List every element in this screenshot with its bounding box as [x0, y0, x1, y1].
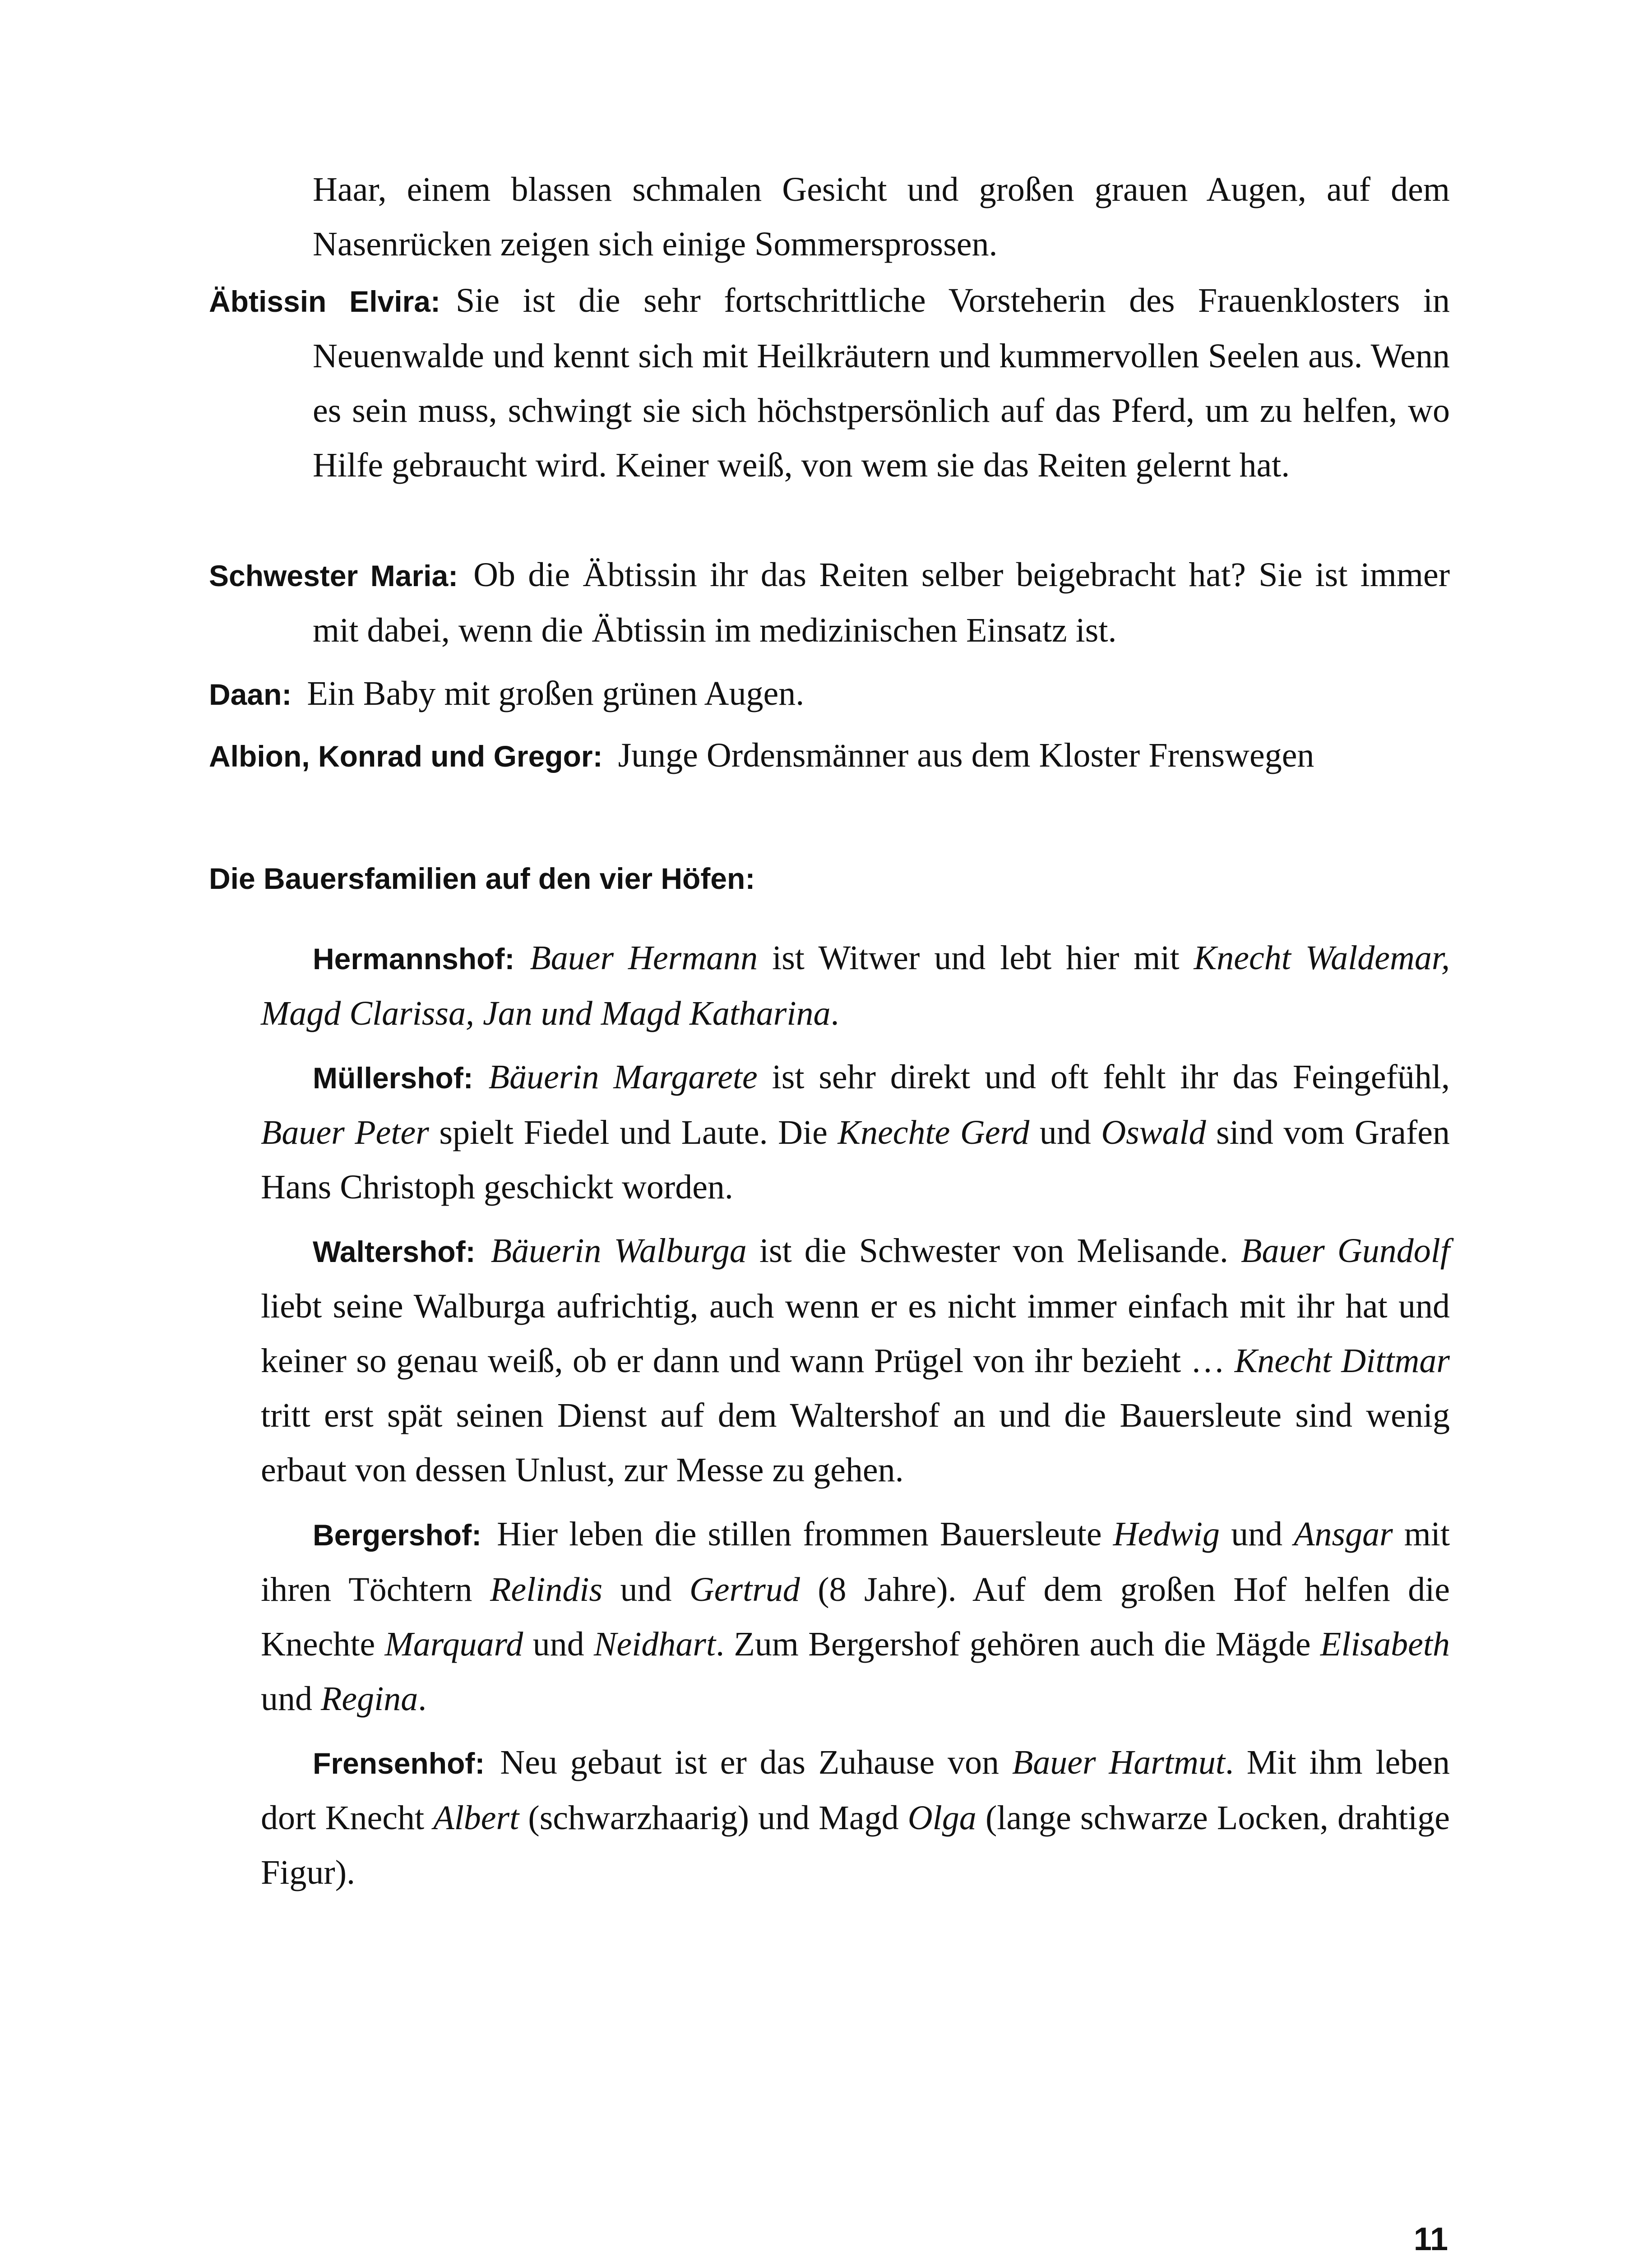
italic-name-run: Regina [321, 1680, 418, 1718]
italic-name-run: Relindis [490, 1571, 603, 1609]
continuation-paragraph: Haar, einem blassen schmalen Gesicht und großen grauen Augen, auf dem Nasenrücken zeigen sich einige Sommersprossen. [313, 171, 1450, 263]
character-description: Sie ist die sehr fortschrittliche Vorsteherin des Frauenklosters in Neuenwalde und kennt sich mit Heilkräutern und kummervollen Seelen aus. Wenn es sein muss, schwingt sie sich höchstpersönlich auf das Pferd, um zu helfen, wo Hilfe gebraucht wird. Keiner weiß, von wem sie das Reiten gelernt hat. [313, 282, 1450, 484]
italic-name-run: Bäuerin Margarete [488, 1058, 758, 1096]
italic-name-run: Bauer Hermann [530, 939, 758, 977]
text-run: mit ihren Töchtern [261, 1515, 1450, 1609]
italic-name-run: Neidhart [593, 1625, 716, 1663]
italic-name-run: Marquard [384, 1625, 523, 1663]
text-run: liebt seine Walburga aufrichtig, auch wenn er es nicht immer einfach mit ihr hat und keiner so genau weiß, ob er dann und wann Prügel von ihr bezieht … [261, 1287, 1450, 1380]
farm-entry-muellershof [261, 1050, 1450, 1215]
character-name: Äbtissin Elvira: [209, 285, 440, 318]
italic-name-run: Bäuerin Walburga [491, 1232, 747, 1270]
text-run: spielt Fiedel und Laute. Die [429, 1114, 838, 1151]
farm-entry-hermannshof [261, 931, 1450, 1041]
italic-name-run: Elisabeth [1320, 1625, 1450, 1663]
farm-name: Waltershof: [313, 1235, 476, 1268]
farm-name: Müllershof: [313, 1061, 473, 1095]
text-run: . Mit ihm leben dort Knecht [261, 1743, 1450, 1837]
farm-entry-waltershof [261, 1224, 1450, 1498]
character-name: Albion, Konrad und Gregor: [209, 740, 603, 773]
character-entry-daan [209, 666, 1450, 722]
italic-name-run: Knecht Dittmar [1234, 1342, 1450, 1380]
character-description: Ein Baby mit großen grünen Augen. [307, 675, 805, 712]
italic-name-run: Knechte Gerd [838, 1114, 1030, 1151]
text-run: Neu gebaut ist er das Zuhause von [500, 1743, 1012, 1781]
italic-name-run: Knecht Waldemar, Magd Clarissa, Jan und Magd Katharina [261, 939, 1450, 1032]
farm-name: Frensenhof: [313, 1747, 485, 1780]
character-entry-abtissin-elvira [209, 273, 1450, 493]
text-run: . [418, 1680, 427, 1718]
text-run: (schwarzhaarig) und Magd [519, 1799, 908, 1837]
text-run: sind vom Grafen Hans Christoph geschickt worden. [261, 1114, 1450, 1206]
italic-name-run: Gertrud [689, 1571, 800, 1609]
text-run: und [1220, 1515, 1294, 1553]
italic-name-run: Ansgar [1294, 1515, 1393, 1553]
italic-name-run: Olga [907, 1799, 976, 1837]
page-number: 11 [1413, 2221, 1448, 2256]
section-heading: Die Bauersfamilien auf den vier Höfen: [209, 862, 755, 895]
italic-name-run: Bauer Gundolf [1241, 1232, 1450, 1270]
character-entry-albion-konrad-gregor [209, 728, 1450, 784]
text-run: und [602, 1571, 689, 1609]
farm-entry-frensenhof [261, 1735, 1450, 1900]
italic-name-run: Albert [433, 1799, 519, 1837]
text-run: (lange schwarze Locken, drahtige Figur). [261, 1799, 1450, 1891]
text-run: tritt erst spät seinen Dienst auf dem Waltershof an und die Bauersleute sind wenig erbaut von dessen Unlust, zur Messe zu gehen. [261, 1396, 1450, 1489]
farm-description [261, 1232, 1450, 1489]
italic-name-run: Bauer Hartmut [1012, 1743, 1225, 1781]
text-run: (8 Jahre). Auf dem großen Hof helfen die Knechte [261, 1571, 1450, 1663]
character-entry-schwester-maria [209, 548, 1450, 658]
text-run: Hier leben die stillen frommen Bauersleute [497, 1515, 1113, 1553]
character-name: Schwester Maria: [209, 559, 458, 592]
text-run: . [830, 994, 839, 1032]
text-run: und [523, 1625, 594, 1663]
italic-name-run: Bauer Peter [261, 1114, 429, 1151]
farm-name: Bergershof: [313, 1518, 482, 1552]
farm-name: Hermannshof: [313, 942, 515, 975]
text-run: ist Witwer und lebt hier mit [758, 939, 1194, 977]
italic-name-run: Oswald [1101, 1114, 1206, 1151]
italic-name-run: Hedwig [1113, 1515, 1220, 1553]
farm-entry-bergershof [261, 1507, 1450, 1726]
text-run: ist die Schwester von Melisande. [746, 1232, 1241, 1270]
character-description: Junge Ordensmänner aus dem Kloster Frenswegen [618, 736, 1314, 774]
text-run: ist sehr direkt und oft fehlt ihr das Feingefühl, [757, 1058, 1450, 1096]
text-run: und [261, 1680, 321, 1718]
text-run: und [1029, 1114, 1101, 1151]
character-name: Daan: [209, 678, 292, 711]
character-description: Ob die Äbtissin ihr das Reiten selber beigebracht hat? Sie ist immer mit dabei, wenn die Äbtissin im medizinischen Einsatz ist. [313, 556, 1450, 649]
text-run: . Zum Bergershof gehören auch die Mägde [716, 1625, 1320, 1663]
